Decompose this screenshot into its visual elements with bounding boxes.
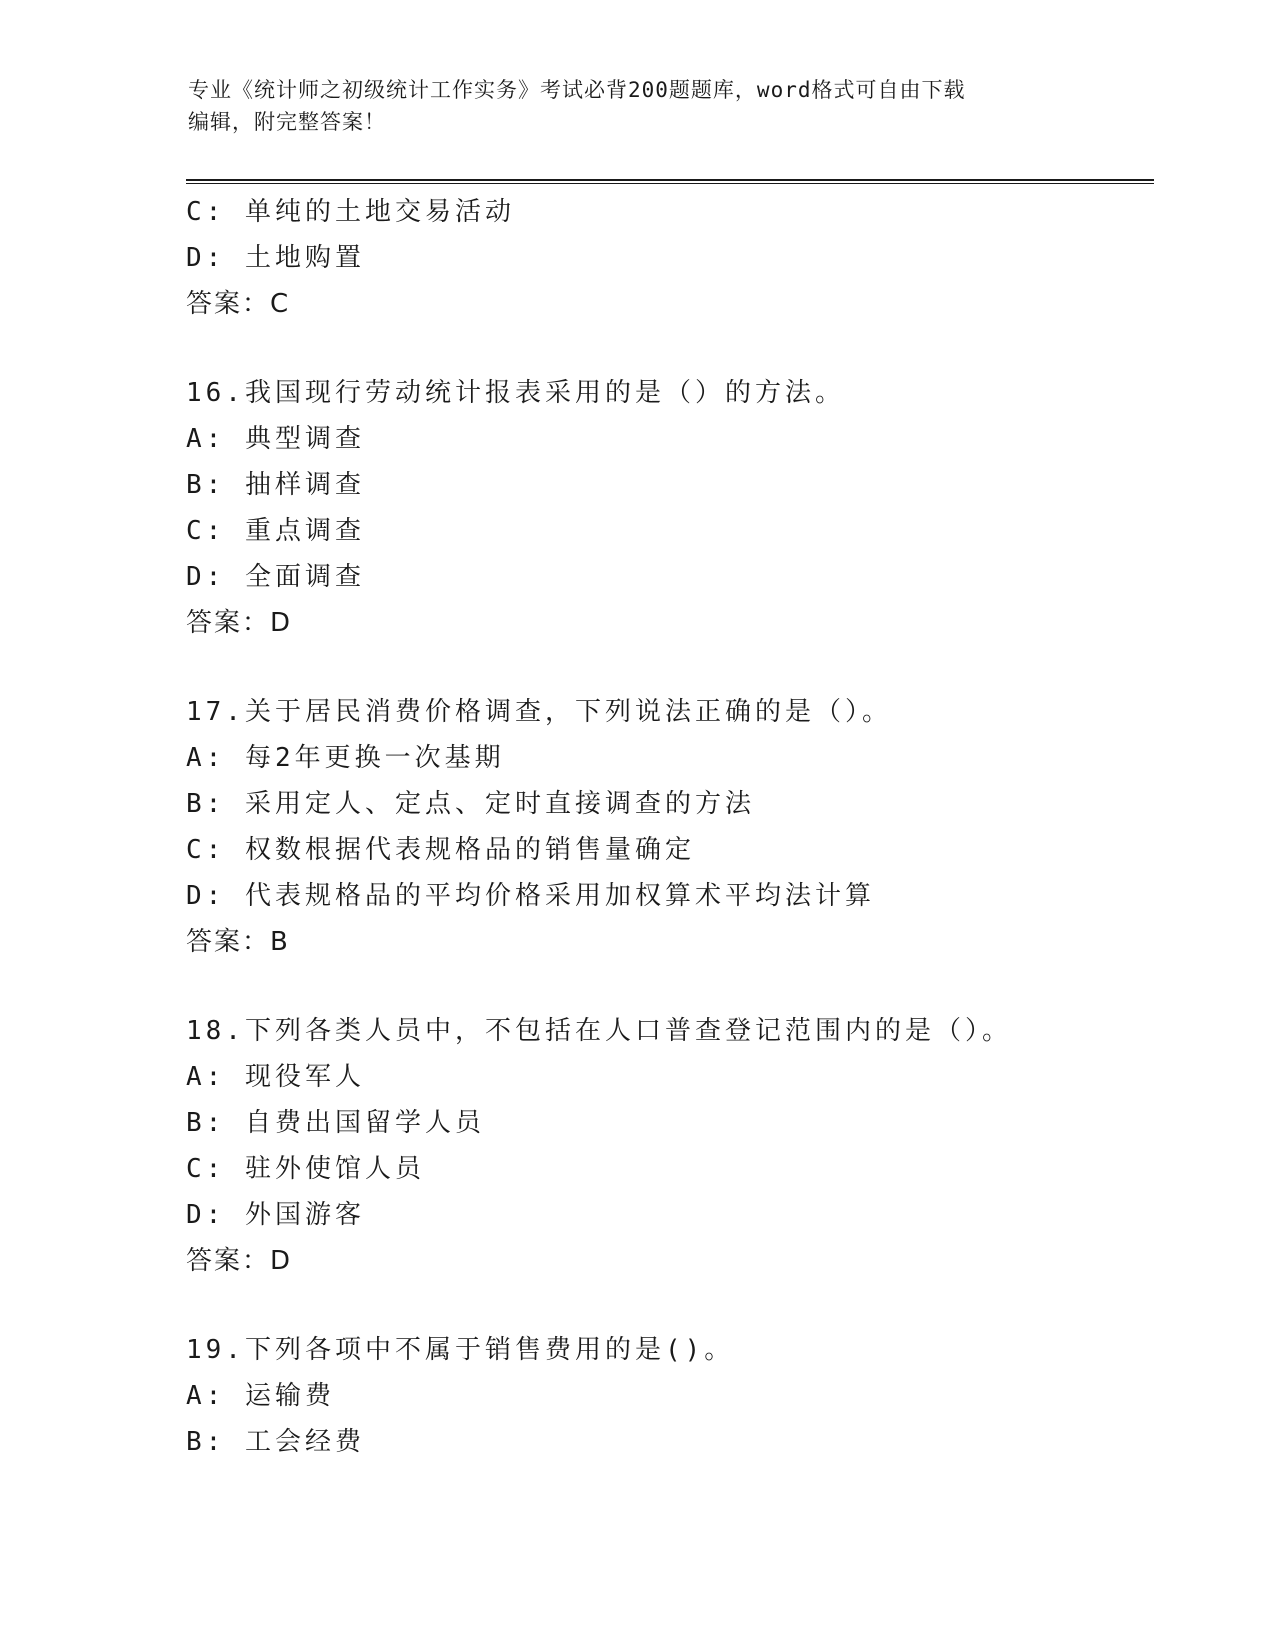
header-title-line-1: 专业《统计师之初级统计工作实务》考试必背200题题库，word格式可自由下载 bbox=[188, 78, 966, 102]
header-divider-thin bbox=[186, 183, 1154, 184]
option-c: C: 权数根据代表规格品的销售量确定 bbox=[186, 835, 695, 865]
header-divider bbox=[186, 179, 1154, 181]
option-b: B: 自费出国留学人员 bbox=[186, 1108, 485, 1138]
question-stem: 16.我国现行劳动统计报表采用的是（）的方法。 bbox=[186, 378, 845, 408]
spacer bbox=[186, 1284, 1146, 1327]
document-header bbox=[188, 74, 1088, 138]
option-c: C: 驻外使馆人员 bbox=[186, 1154, 425, 1184]
question-stem: 18.下列各类人员中，不包括在人口普查登记范围内的是（）。 bbox=[186, 1016, 1012, 1046]
option-a: A: 典型调查 bbox=[186, 424, 365, 454]
header-title-line-2: 编辑，附完整答案！ bbox=[188, 110, 386, 134]
option-b: B: 工会经费 bbox=[186, 1427, 365, 1457]
option-b: B: 采用定人、定点、定时直接调查的方法 bbox=[186, 789, 755, 819]
option-a: A: 现役军人 bbox=[186, 1062, 365, 1092]
option-d: D: 代表规格品的平均价格采用加权算术平均法计算 bbox=[186, 881, 875, 911]
question-block-17 bbox=[186, 689, 1146, 965]
option-c: C: 单纯的土地交易活动 bbox=[186, 197, 515, 227]
option-b: B: 抽样调查 bbox=[186, 470, 365, 500]
answer-line: 答案：B bbox=[186, 927, 290, 957]
option-a: A: 每2年更换一次基期 bbox=[186, 743, 505, 773]
question-block-15-continued bbox=[186, 189, 1146, 327]
question-list bbox=[186, 189, 1146, 1465]
option-d: D: 全面调查 bbox=[186, 562, 365, 592]
question-stem: 19.下列各项中不属于销售费用的是()。 bbox=[186, 1335, 735, 1365]
question-stem: 17.关于居民消费价格调查，下列说法正确的是（）。 bbox=[186, 697, 892, 727]
question-block-16 bbox=[186, 370, 1146, 646]
answer-line: 答案：D bbox=[186, 1246, 293, 1276]
question-block-19 bbox=[186, 1327, 1146, 1465]
spacer bbox=[186, 646, 1146, 689]
option-d: D: 外国游客 bbox=[186, 1200, 365, 1230]
spacer bbox=[186, 327, 1146, 370]
option-a: A: 运输费 bbox=[186, 1381, 335, 1411]
option-d: D: 土地购置 bbox=[186, 243, 365, 273]
spacer bbox=[186, 965, 1146, 1008]
option-c: C: 重点调查 bbox=[186, 516, 365, 546]
question-block-18 bbox=[186, 1008, 1146, 1284]
answer-line: 答案：D bbox=[186, 608, 293, 638]
answer-line: 答案：C bbox=[186, 289, 291, 319]
